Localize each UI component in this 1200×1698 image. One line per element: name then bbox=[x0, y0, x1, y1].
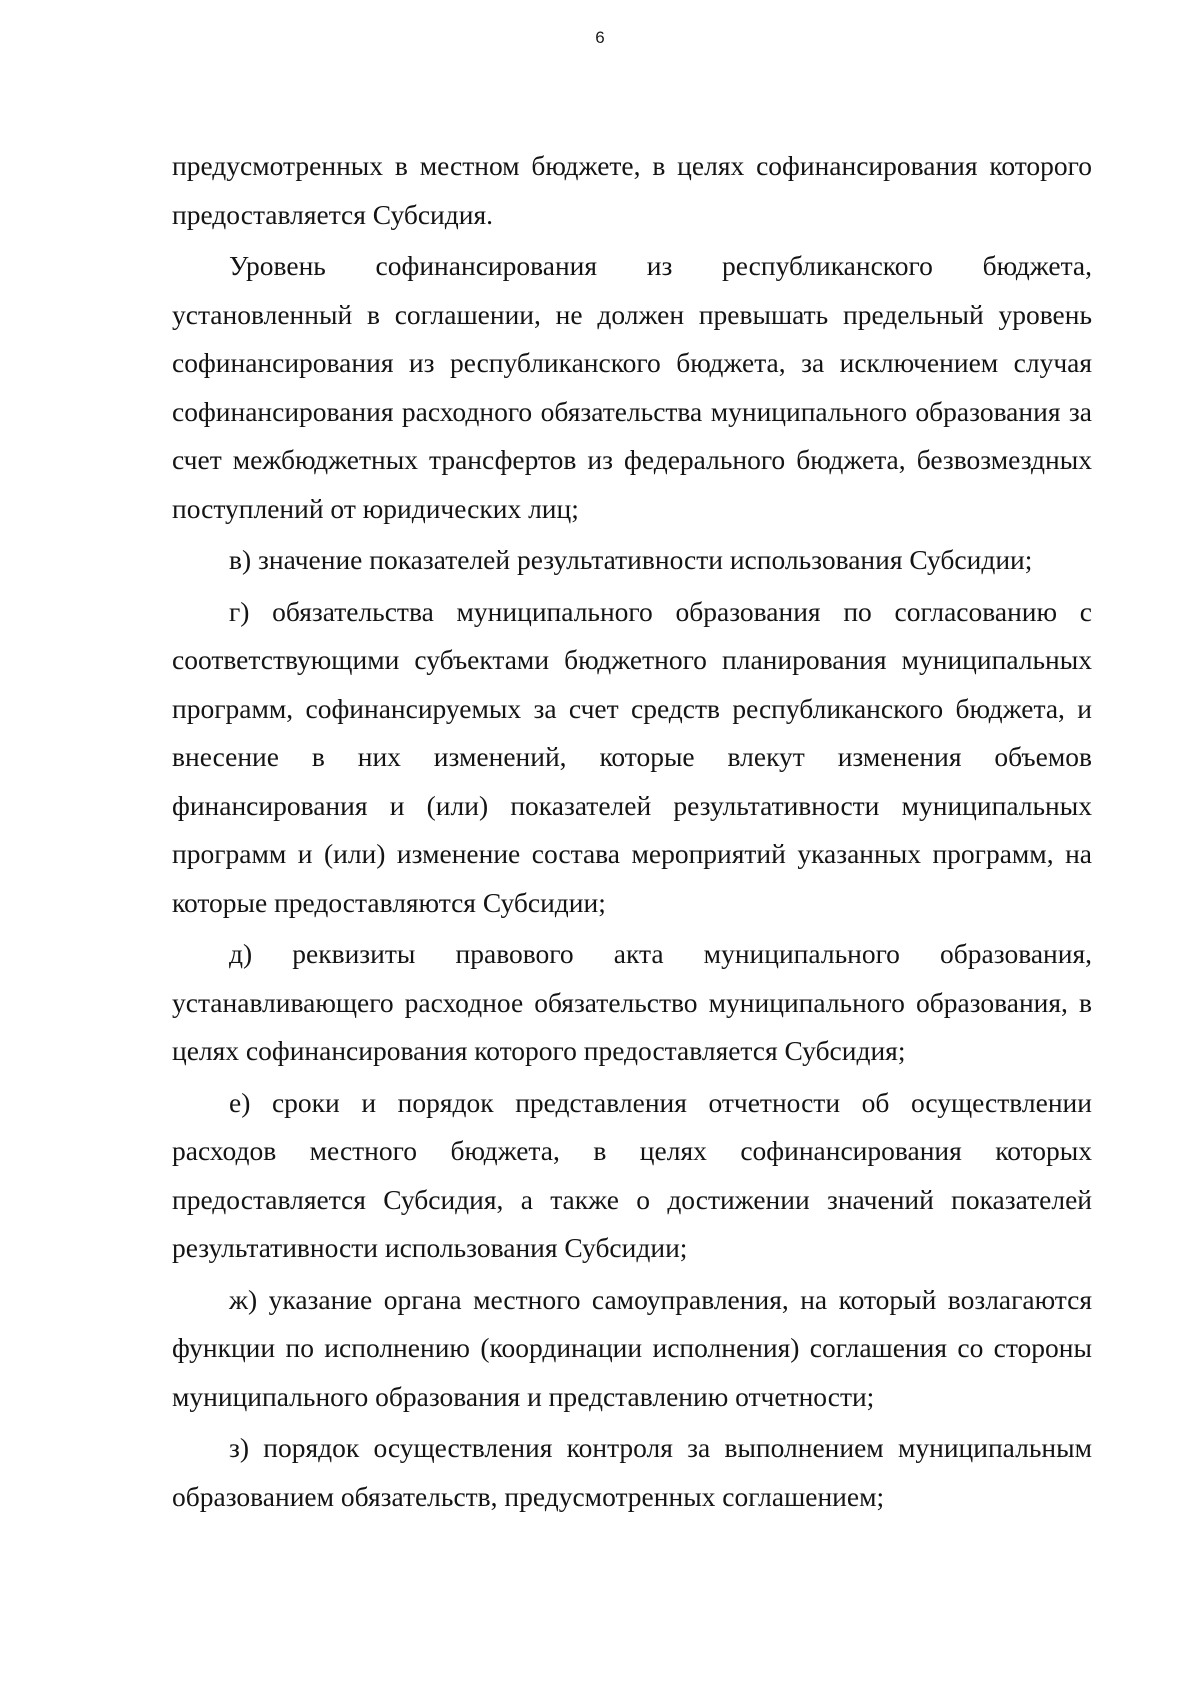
paragraph-item-g: г) обязательства муниципального образования по согласованию с соответствующими субъектами бюджетного планирования муниципальных программ, софинансируемых за счет средств республиканского бюджета, и внесение в них изменений, которые влекут изменения объемов финансирования и (или) показателей результативности муниципальных программ и (или) изменение состава мероприятий указанных программ, на которые предоставляются Субсидии; bbox=[172, 595, 1092, 918]
paragraph-item-zh: ж) указание органа местного самоуправления, на который возлагаются функции по исполнению (координации исполнения) соглашения со стороны муниципального образования и представлению отчетности; bbox=[172, 1283, 1092, 1412]
page-number: 6 bbox=[595, 28, 605, 47]
paragraph-item-z: з) порядок осуществления контроля за выполнением муниципальным образованием обязательств, предусмотренных соглашением; bbox=[172, 1432, 1092, 1512]
paragraph-continuation: предусмотренных в местном бюджете, в целях софинансирования которого предоставляется Субсидия. bbox=[172, 150, 1092, 230]
document-body bbox=[172, 142, 1092, 1521]
paragraph-item-d: д) реквизиты правового акта муниципального образования, устанавливающего расходное обязательство муниципального образования, в целях софинансирования которого предоставляется Субсидия; bbox=[172, 938, 1092, 1066]
paragraph-cofinancing-level: Уровень софинансирования из республиканского бюджета, установленный в соглашении, не должен превышать предельный уровень софинансирования из республиканского бюджета, за исключением случая софинансирования расходного обязательства муниципального образования за счет межбюджетных трансфертов из федерального бюджета, безвозмездных поступлений от юридических лиц; bbox=[172, 250, 1092, 524]
paragraph-item-v: в) значение показателей результативности использования Субсидии; bbox=[229, 544, 1033, 575]
paragraph-item-e: е) сроки и порядок представления отчетности об осуществлении расходов местного бюджета, в целях софинансирования которых предоставляется Субсидия, а также о достижении значений показателей результативности использования Субсидии; bbox=[172, 1086, 1092, 1263]
